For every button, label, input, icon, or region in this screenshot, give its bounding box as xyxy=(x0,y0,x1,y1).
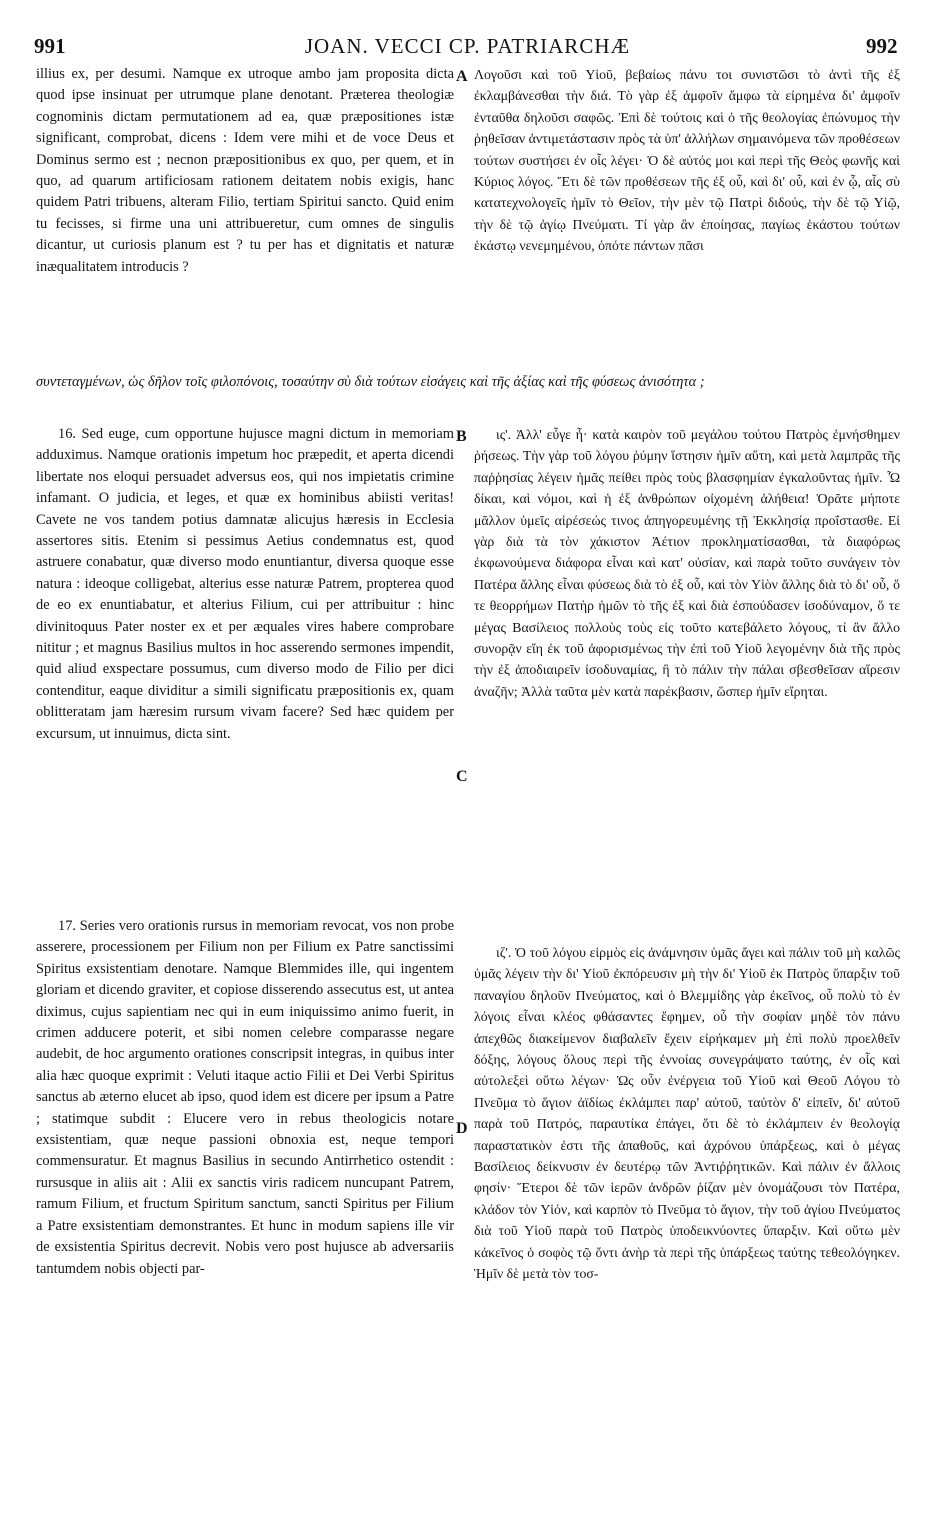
greek-column-block-b xyxy=(474,424,900,702)
margin-marker-a: A xyxy=(456,68,468,85)
margin-marker-c: C xyxy=(456,768,468,785)
greek-continuation-line xyxy=(36,372,900,393)
margin-marker-b: B xyxy=(456,428,467,445)
latin-paragraph-17: 17. Series vero orationis rursus in memoriam revocat, vos non probe asserere, processionem per Filium non per Filium ex Patre sanctissimi Spiritus exsistentiam denotare. Namque Blemmides ille, qui ingentem gloriam et dicendo graviter, et copiose disserendo assecutus est, ut antea diximus, cujus sapientiam nec qui in eum iniquissimo animo fuerit, in crimen adducere poterit, et sibi nomen celebre comparasse negare audebit, de hoc argumento orationes conscripsit integras, in quibus inter alia hæc quoque exprimit : Veluti itaque actio Filii et Dei Verbi Spiritus sanctus ab æterno elucet ab ipso, quod idem est dicere per ipsum a Patre ; statimque subdit : Elucere vero in rebus theologicis notare exsistentiam, quæ neque passioni obnoxia est, neque tempori commensuratur. Et magnus Basilius in secundo Antirrhetico ostendit : rursusque in aliis ait : Alii ex sanctis viris radicem nuncupant Patrem, ramum Filium, et fructum Spiritum sanctum, sancti Spiritus per Filium a Patre exsistentiam demonstrantes. Et hunc in modum sapiens ille vir de exsistentia Spiritus decrevit. Nobis vero post hujusce ab adversariis tantumdem nobis objecti par- xyxy=(36,918,454,1277)
latin-column-block-b xyxy=(36,424,454,745)
latin-paragraph-16: 16. Sed euge, cum opportune hujusce magni dictum in memoriam adduximus. Namque orationis impetum hoc præpedit, et aperta dicendi libertate nos eloqui persuadet adversus eos, qui nos impietatis crimine infamant. O judicia, et leges, et quæ ex hominibus abiisti veritas! Cavete ne vos tandem potius damnatæ alicujus hæresis in Ecclesia assertores sitis. Etenim si pessimus Aetius condemnatus est, quod astruere conabatur, quæ diverso modo enuntiantur, diversa quoque esse natura : ideoque colligebat, alterius esse naturæ Patrem, propterea quod de eo ex enuntiabatur, et alterius Filium, cui per attribuitur : hinc divinitoquus Pater noster ex et per æquales vires habere comprobare nititur ; et magnus Basilius multos in hoc asserendo sermones impendit, quid aliud exspectare possumus, cum diverso modo de Filio per dici contenditur, eaque dividitur a simili significatu præpositionis ex, quam oblitteratam jam hæresim rursum vivam facere? Sed hæc quidem per excursum, ut innuimus, dicta sint. xyxy=(36,426,454,742)
latin-paragraph: illius ex, per desumi. Namque ex utroque ambo jam proposita dicta quod ipse insinuat per utrumque plane denotant. Præterea theologiæ cognominis dictam permutationem ad ea, quæ præpositiones istæ significant, comprobat, dicens : Idem vere mihi et de voce Deus et Dominus sermo est ; necnon præpositionibus ex quo, per quem, et in quo, ad quarum artificiosam rationem deitatem nobis exigis, hanc quidem Patri tribuens, alteram Filio, tertiam Spiritui sancto. Quid enim tu fecisses, si firme una uni attribueretur, cum omnes de singulis dicantur, ut curiosis planum est ? tu per has et dignitatis et naturæ inæqualitatem introducis ? xyxy=(36,66,454,275)
page-number-right: 992 xyxy=(866,34,898,58)
latin-column-block-d xyxy=(36,916,454,1280)
greek-column-block-d xyxy=(474,942,900,1285)
running-title: JOAN. VECCI CP. PATRIARCHÆ xyxy=(304,34,631,58)
greek-column-block-a xyxy=(474,64,900,257)
greek-paragraph: Λογοῦσι καὶ τοῦ Υἱοῦ, βεβαίως πάνυ τοι συνιστῶσι τὸ ἀντὶ τῆς ἐξ ἐκλαμβάνεσθαι τὴν διά. Τὸ γὰρ ἐξ ἀμφοῖν ἄμφω τὰ εἰρημένα δι' ἀμφοῖν ἐνταῦθα δηλοῦσι σαφῶς. Ἐπὶ δὲ τούτοις καὶ ὁ τῆς θεολογίας ἐπώνυμος τὴν ῥηθεῖσαν ἀντιμετάστασιν πρὸς τὰ ὑπ' ἀλλήλων σημαινόμενα τῶν προθέσεων τούτων συστήσει ἐν οἷς λέγει· Ὁ δὲ αὐτός μοι καὶ περὶ τῆς Θεὸς φωνῆς καὶ Κύριος λόγος. Ἔτι δὲ τῶν προθέσεων τῆς ἐξ οὗ, καὶ δι' οὗ, καὶ ἐν ᾧ, αἷς σὺ κατατεχνολογεῖς ἡμῖν τὸ Θεῖον, τὴν μὲν τῷ Πατρὶ διδούς, τὴν δὲ τῷ Υἱῷ, τὴν δὲ τῷ ἁγίῳ Πνεύματι. Τί γὰρ ἂν ἐποίησας, παγίως ἑκάστου τούτων ἑκάστῳ νενεμημένου, ὁπότε πάντων πᾶσι xyxy=(474,67,900,254)
margin-marker-d: D xyxy=(456,1120,468,1137)
greek-paragraph-17: ιζ'. Ὁ τοῦ λόγου εἱρμὸς εἰς ἀνάμνησιν ὑμᾶς ἄγει καὶ πάλιν τοῦ μὴ καλῶς ὑμᾶς λέγειν τὴν δι' Υἱοῦ ἐκπόρευσιν μὴ τὴν δι' Υἱοῦ ἐκ Πατρὸς ὕπαρξιν τοῦ παναγίου δηλοῦν Πνεύματος, καὶ ὁ Βλεμμίδης γὰρ ἐκεῖνος, οὗ πολὺ τὸ ἐν λόγοις εἶναι κλέος φθάσαντες ἔφημεν, οὗ τὴν σοφίαν μηδὲ τὸν πάνυ ἀπεχθῶς διακείμενον διαβαλεῖν ἔχειν εἰρήκαμεν μὴ ἐπὶ πολὺ προελθεῖν δόξης, λόγους ὅλους περὶ τῆς ἐννοίας συνεγράψατο ταύτης, ἐν οἷς καὶ αὐτολεξεὶ οὕτω λέγων· Ὡς οὖν ἐνέργεια τοῦ Υἱοῦ καὶ Θεοῦ Λόγου τὸ Πνεῦμα τὸ ἅγιον ἀϊδίως ἐκλάμπει παρ' αὐτοῦ, ταὐτὸν δ' εἰπεῖν, δι' αὐτοῦ παρὰ τοῦ Πατρός, παραυτίκα ἐπάγει, ὅτι δὲ τὸ ἐκλάμπειν ἐν θεολογίᾳ παραστατικὸν ἐστι τῆς ἀπαθοῦς, καὶ ἀχρόνου ὑπάρξεως, καὶ ὁ μέγας Βασίλειος δείκνυσιν ἐν δευτέρῳ τῶν Ἀντιῤῥητικῶν. Καὶ πάλιν ἐν ἄλλοις φησίν· Ἕτεροι δὲ τῶν ἱερῶν ἀνδρῶν ῥίζαν μὲν ὀνομάζουσι τὸν Πατέρα, κλάδον τὸν Υἱόν, καὶ καρπὸν τὸ Πνεῦμα τὸ ἅγιον, τὴν τοῦ ἁγίου Πνεύματος διὰ τοῦ Υἱοῦ παρὰ τοῦ Πατρὸς ὑποδεικνύοντες ὕπαρξιν. Καὶ οὕτω μὲν κἀκεῖνος ὁ σοφὸς τῷ ὄντι ἀνὴρ τὰ περὶ τῆς ὑπάρξεως ταύτης τεθεολόγηκεν. Ἡμῖν δὲ μετὰ τὸν τοσ- xyxy=(474,945,900,1282)
page-number-left: 991 xyxy=(34,34,66,58)
greek-continuation: συντεταγμένων, ὡς δῆλον τοῖς φιλοπόνοις, τοσαύτην σὺ διὰ τούτων εἰσάγεις καὶ τῆς ἀξίας καὶ τῆς φύσεως ἀνισότητα ; xyxy=(36,374,705,390)
latin-column-block-a xyxy=(36,64,454,278)
page-header xyxy=(0,0,935,62)
greek-paragraph-16: ις'. Ἀλλ' εὖγε ἦ· κατὰ καιρὸν τοῦ μεγάλου τούτου Πατρὸς ἐμνήσθημεν ῥήσεως. Τὴν γὰρ τοῦ λόγου ῥύμην ἵστησιν ἡμῖν αὕτη, καὶ μετὰ λαμπρᾶς τῆς παῤῥησίας λέγειν ἡμᾶς πείθει πρὸς τοὺς βλασφημίαν ἐγκαλοῦντας ἡμῖν. Ὦ δίκαι, καὶ νόμοι, καὶ ἡ ἐξ ἀνθρώπων οἰχομένη ἀλήθεια! Ὁρᾶτε μήποτε μᾶλλον ὑμεῖς αἱρέσεώς τινος ἀπηγορευμένης τῇ Ἐκκλησίᾳ προΐστασθε. Εἰ γὰρ διὰ τὰ τὸν χάκιστον Ἀέτιον προκληματίσασθαι, τὰ διαφόρως ἐκφωνούμενα διάφορα εἶναι καὶ κατ' οὐσίαν, καὶ παρὰ τοῦτο συνάγειν τὸν Πατέρα ἄλλης εἶναι φύσεως διὰ τὸ ἐξ οὗ, καὶ τὸν Υἱὸν ἄλλης διὰ τὸ δι' οὗ, ὅ τε θεορρήμων Πατὴρ ἡμῶν τὸ τῆς ἐξ καὶ διὰ ἐσπούδασεν ἰσοδύναμον, ὅ τε μέγας Βασίλειος πολλοὺς τοὺς εἰς τοῦτο κατεβάλετο λόγους, τί ἂν ἄλλο συνορᾷν εἴη ἐκ τοῦ ἀφορισμένως τὴν ἐπὶ τοῦ Υἱοῦ λεγομένην διὰ τῆς πρὸς τὴν ἐξ ἀποδιαιρεῖν ἰσοδυναμίας, ἢ τὸ πάλιν τὴν πάλαι σβεσθεῖσαν αἵρεσιν ἀναζῆν; Ἀλλὰ ταῦτα μὲν κατὰ παρέκβασιν, ὥσπερ ἡμῖν εἴρηται. xyxy=(474,427,900,699)
